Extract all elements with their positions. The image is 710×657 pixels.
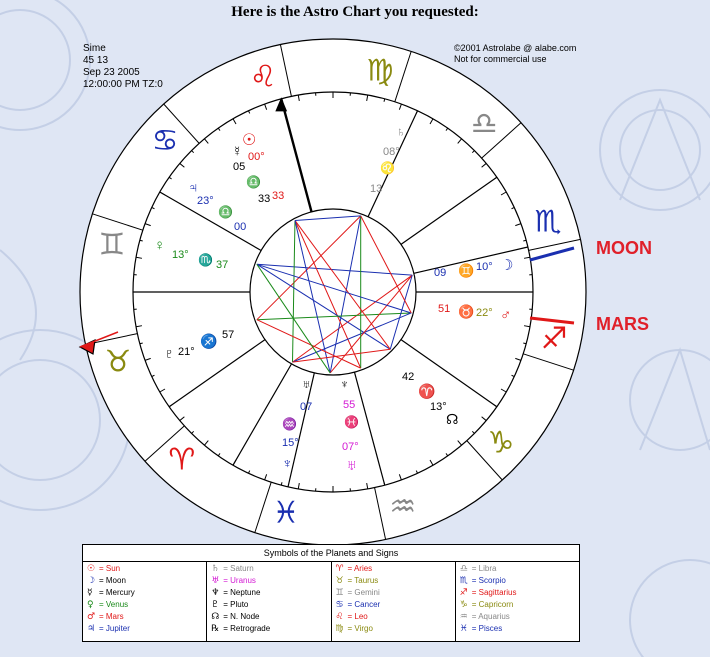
saturn-minute: 13 [370,183,383,195]
legend-item [211,623,330,635]
house-cusp-sign: ♓ [344,415,359,429]
legend-label: = Scorpio [471,576,506,585]
taurus-icon: ♉ [104,344,132,380]
legend-item [336,599,455,611]
venus-icon: ♀ [87,600,94,610]
house-cusp-extra: 33 [272,190,285,202]
legend-label: = Sagittarius [471,588,517,597]
aspect-circle [250,209,416,375]
sun-degree: 00° [248,151,265,163]
pisces-icon: ♓ [459,624,468,634]
uranus-degree: 07° [342,441,359,453]
legend-label: = Uranus [223,576,256,585]
legend-label: = Sun [99,564,121,573]
legend-label: = Retrograde [223,624,271,633]
mars-icon: ♂ [87,612,96,622]
legend-label: = Pluto [223,600,249,609]
capricorn-icon: ♑ [459,600,468,610]
node-icon: ☊ [446,411,459,427]
libra-icon: ♎ [470,106,498,142]
taurus-icon: ♉ [335,576,344,586]
uranus-minute: 55 [343,399,356,411]
person-time: 12:00:00 PM TZ:0 [83,79,163,90]
house-cusp-minute: 09 [434,267,447,279]
venus-degree: 13° [172,249,189,261]
scorpio-icon: ♏ [459,576,468,586]
legend-label: = Aries [347,564,373,573]
legend-item [211,587,330,599]
legend-item [211,575,330,587]
legend-item [87,623,206,635]
sun-minute: 05 [233,161,246,173]
sagittarius-icon: ♐ [459,588,468,598]
pisces-icon: ♓ [272,495,300,531]
leo-icon: ♌ [335,612,344,622]
page-title: Here is the Astro Chart you requested: [231,4,479,20]
legend-item [336,575,455,587]
saturn-degree: 08° [383,146,400,158]
sun-icon: ☉ [87,564,96,574]
pluto-degree: 21° [178,346,195,358]
aries-icon: ♈ [168,442,196,478]
legend-item [460,599,579,611]
legend-item [460,587,579,599]
legend-label: = Venus [99,600,129,609]
legend-column-signs-2 [456,562,579,642]
legend-item [460,575,579,587]
house-cusp-minute: 37 [216,259,229,271]
house-cusp-sign: ♐ [200,333,218,349]
symbols-legend [82,544,580,642]
legend-label: = Mars [99,612,124,621]
legend-item [460,623,579,635]
house-cusp-sign: ♎ [218,205,233,219]
legend-column-planets-2 [207,562,331,642]
copyright-line: ©2001 Astrolabe @ alabe.com [454,43,577,53]
legend-label: = Taurus [347,576,379,585]
moon-annotation: MOON [596,238,652,258]
retro-planet-icon: ♆ [340,377,349,391]
legend-label: = Saturn [223,564,254,573]
jupiter-degree: 23° [197,195,214,207]
neptune-icon: ♆ [282,455,293,471]
sagittarius-icon: ♐ [540,321,568,357]
gemini-icon: ♊ [335,588,344,598]
legend-item [211,599,330,611]
legend-item [211,611,330,623]
house-cusp-sign: ♈ [418,383,436,399]
leo-icon: ♌ [249,59,277,95]
neptune-minute: 07 [300,401,313,413]
retro-planet-icon: ♅ [302,377,311,391]
legend-label: = N. Node [223,612,260,621]
legend-item [87,611,206,623]
legend-label: = Capricorn [471,600,514,609]
house-cusp-minute: 57 [222,329,235,341]
house-cusp-minute: 00 [234,221,247,233]
saturn-icon: ♄ [211,564,220,574]
uranus-icon: ♅ [346,457,358,474]
legend-label: = Leo [347,612,368,621]
retrograde-icon: ℞ [211,624,220,634]
legend-label: = Aquarius [471,612,510,621]
mercury-sign: ♎ [246,175,261,189]
moon-icon: ☽ [500,257,514,274]
mercury-icon: ☿ [232,143,243,159]
legend-column-signs-1 [332,562,456,642]
legend-item [336,563,455,575]
mars-icon: ♂ [500,307,512,324]
node-icon: ☊ [211,612,220,622]
house-cusp-minute: 42 [402,371,415,383]
person-date: Sep 23 2005 [83,67,140,78]
legend-item [211,563,330,575]
legend-item [460,611,579,623]
moon-degree: 10° [476,261,493,273]
virgo-icon: ♍ [335,624,344,634]
aquarius-icon: ♒ [389,489,417,525]
neptune-degree: 15° [282,437,299,449]
node-degree: 13° [430,401,447,413]
legend-label: = Neptune [223,588,261,597]
neptune-icon: ♆ [211,588,220,598]
pluto-icon: ♇ [164,345,175,361]
aquarius-icon: ♒ [459,612,468,622]
legend-item [87,563,206,575]
legend-label: = Gemini [347,588,380,597]
house-cusp-minute: 33 [258,193,271,205]
mars-degree: 22° [476,307,493,319]
pluto-icon: ♇ [211,600,220,610]
cancer-icon: ♋ [151,123,179,159]
usage-note: Not for commercial use [454,54,547,64]
saturn-sign: ♌ [380,161,395,175]
jupiter-icon: ♃ [188,179,199,195]
legend-label: = Libra [471,564,497,573]
legend-item [336,623,455,635]
legend-item [87,599,206,611]
legend-label: = Virgo [347,624,373,633]
legend-label: = Pisces [471,624,503,633]
house-cusp-sign: ♏ [198,253,213,267]
mercury-icon: ☿ [87,588,93,598]
jupiter-icon: ♃ [87,624,96,634]
legend-item [460,563,579,575]
libra-icon: ♎ [459,564,468,574]
legend-title: Symbols of the Planets and Signs [83,545,579,562]
person-location: 45 13 [83,55,109,66]
saturn-icon: ♄ [396,124,406,139]
legend-item [87,587,206,599]
house-cusp-sign: ♒ [282,417,297,431]
legend-column-planets-1 [83,562,207,642]
house-cusp-sign: ♉ [458,304,475,319]
uranus-icon: ♅ [211,576,220,586]
legend-label: = Cancer [347,600,381,609]
virgo-icon: ♍ [366,53,394,89]
gemini-icon: ♊ [98,227,126,263]
legend-label: = Moon [99,576,126,585]
legend-item [336,611,455,623]
legend-label: = Mercury [99,588,135,597]
capricorn-icon: ♑ [487,425,515,461]
legend-item [336,587,455,599]
moon-icon: ☽ [87,576,96,586]
mars-annotation: MARS [596,314,649,334]
legend-item [87,575,206,587]
aries-icon: ♈ [335,564,344,574]
person-name: Sime [83,43,106,54]
mars-minute: 51 [438,303,451,315]
sun-icon: ☉ [242,132,257,149]
venus-icon: ♀ [154,237,166,254]
scorpio-icon: ♏ [534,204,562,240]
legend-label: = Jupiter [99,624,130,633]
cancer-icon: ♋ [335,600,344,610]
house-cusp-sign: ♊ [458,263,475,278]
